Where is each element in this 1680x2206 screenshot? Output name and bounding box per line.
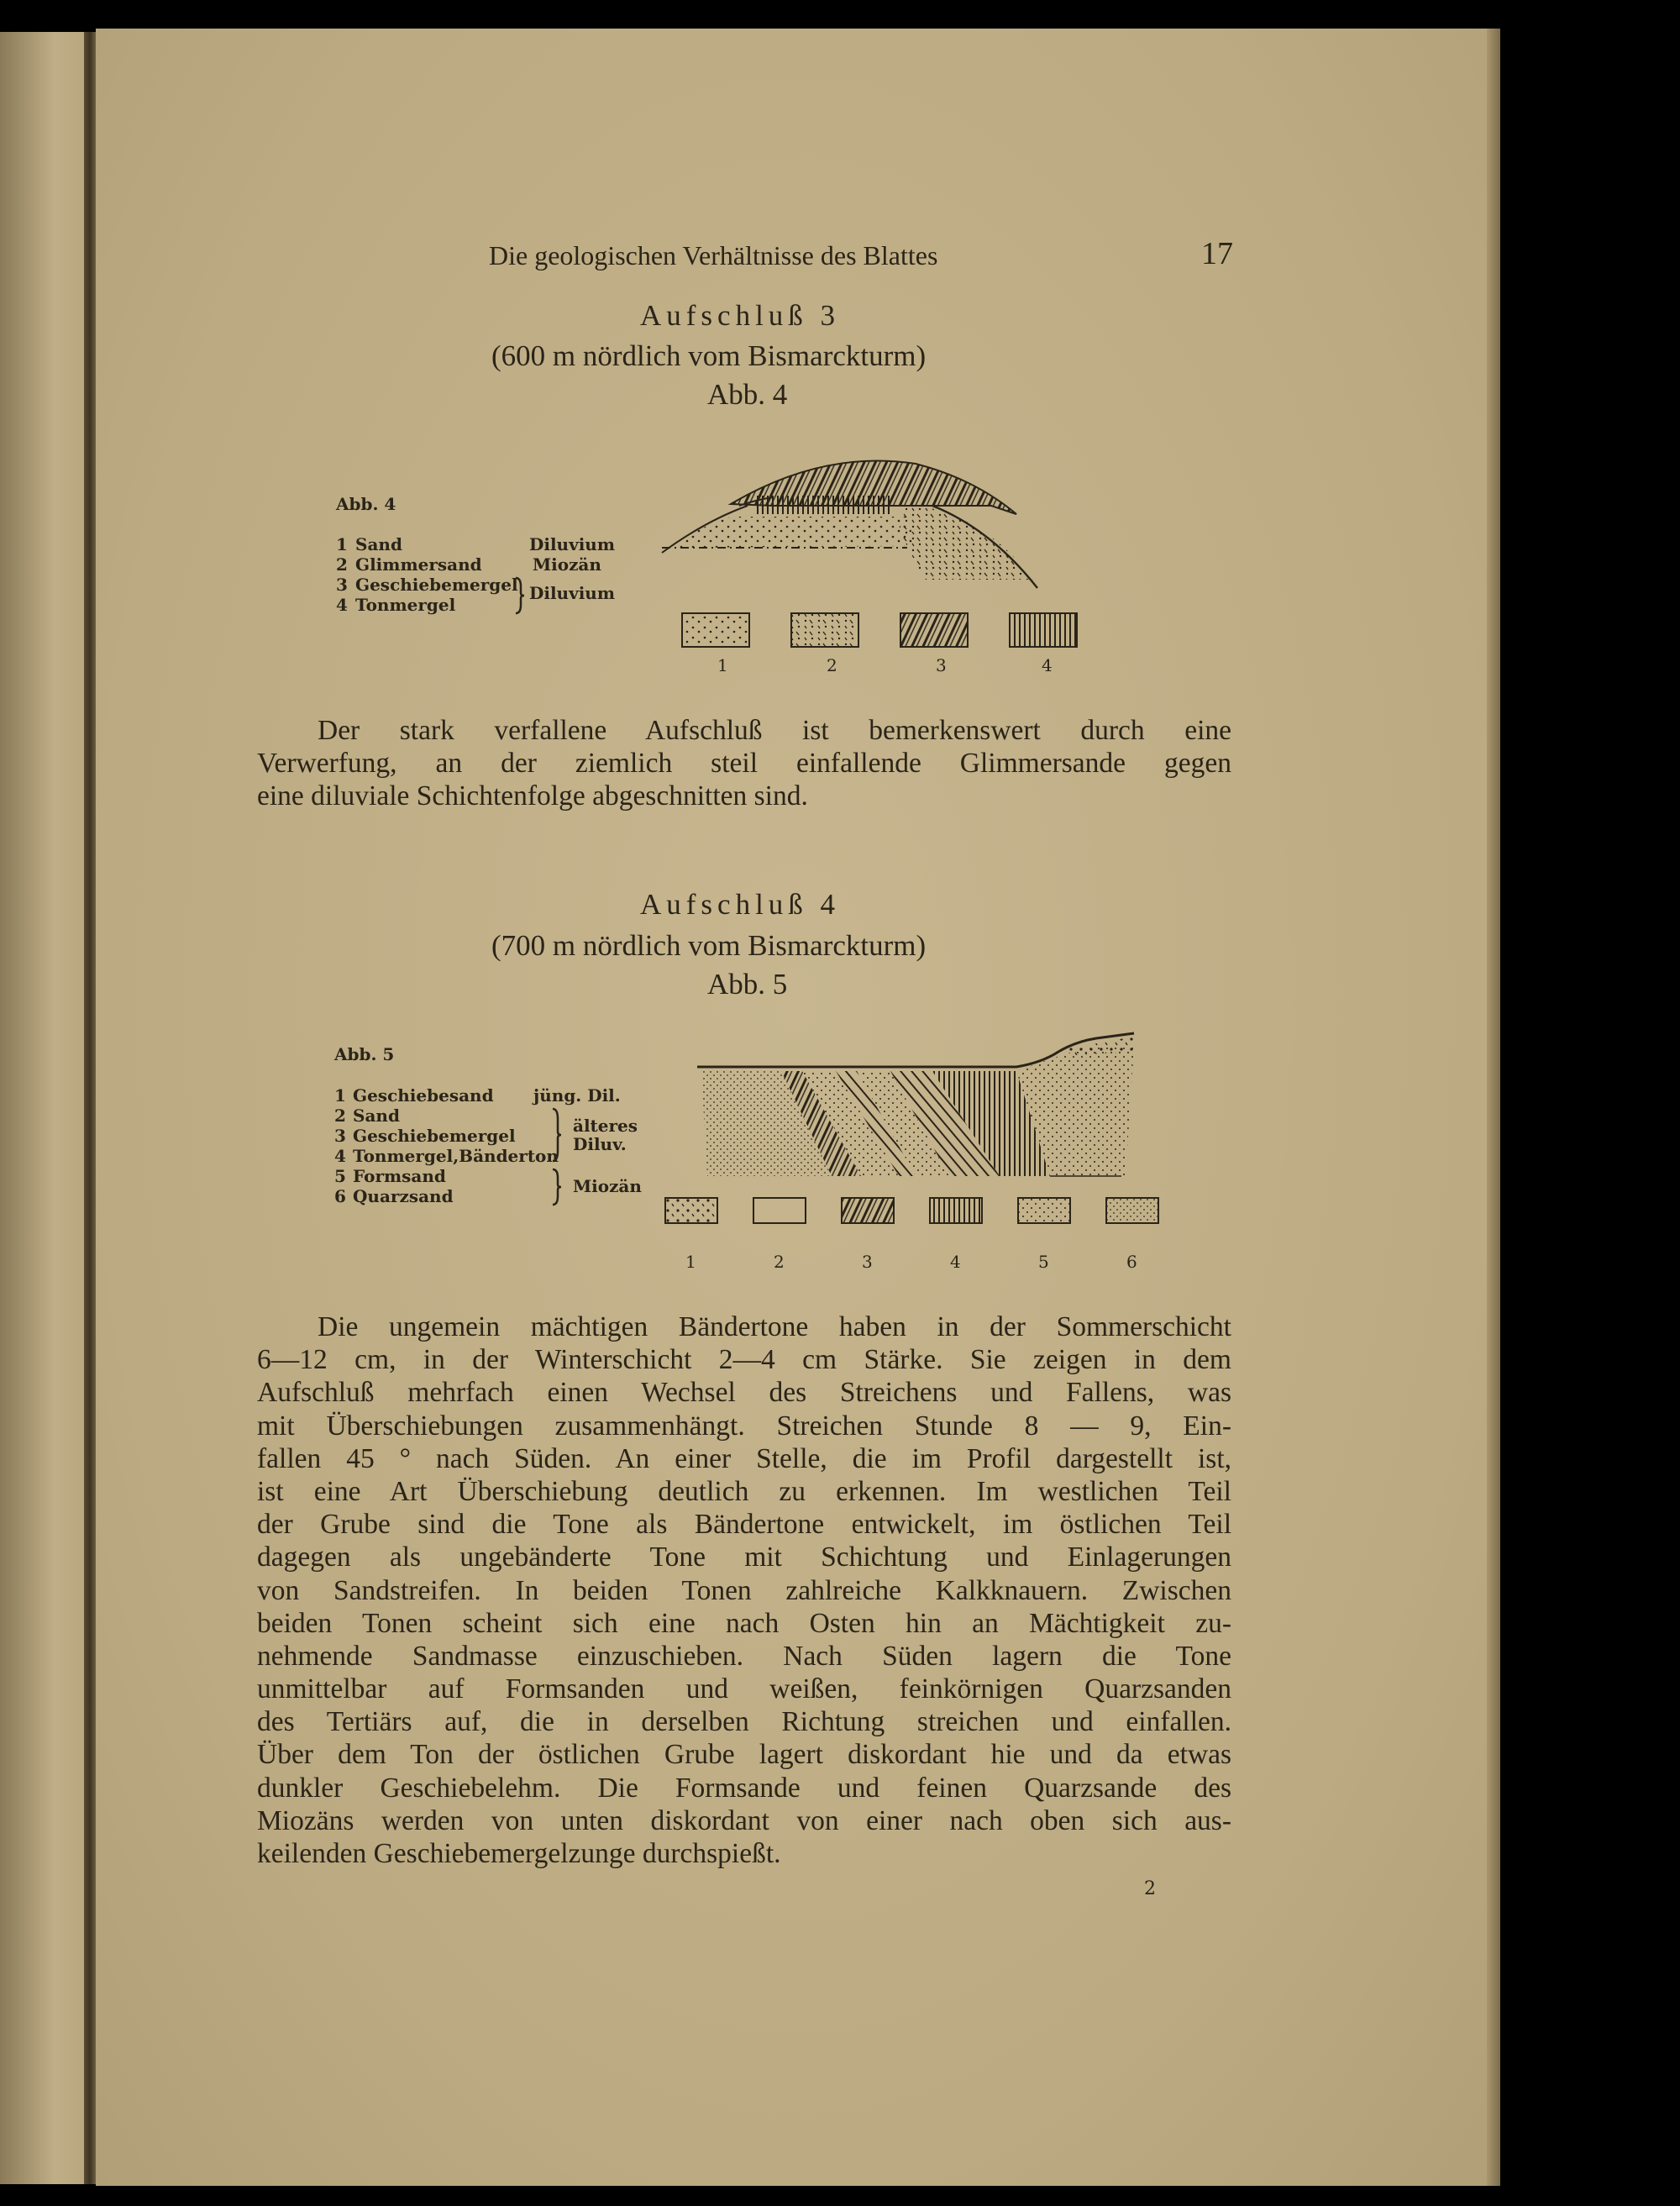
fig5-swatch-label-3: 3: [862, 1252, 873, 1272]
fig5-unit-miocene: Miozän: [573, 1176, 642, 1196]
fig4-swatch-label-1: 1: [717, 655, 728, 675]
fig5-swatch-label-4: 4: [950, 1252, 961, 1272]
para2-line-3: Aufschluß mehrfach einen Wechsel des Streichens und Fallens, was: [257, 1377, 1231, 1409]
fig4-legend-no-2: 2: [336, 554, 348, 575]
fig5-legend-name-1: Geschiebesand: [353, 1085, 494, 1106]
fig5-legend-name-6: Quarzsand: [353, 1186, 454, 1206]
fig5-legend-no-1: 1: [334, 1085, 346, 1106]
signature-mark: 2: [1144, 1878, 1156, 1899]
page-number: 17: [1201, 236, 1233, 271]
fig5-bracket-miocene: [551, 1168, 563, 1206]
fig4-legend-no-3: 3: [336, 575, 348, 595]
book-gutter: [84, 32, 96, 2184]
para2-line-13: des Tertiärs auf, die in derselben Richtung streichen und einfallen.: [257, 1706, 1231, 1738]
fig5-swatch-label-2: 2: [774, 1252, 785, 1272]
para2-line-12: unmittelbar auf Formsanden und weißen, feinkörnigen Quarzsanden: [257, 1673, 1231, 1705]
running-title: Die geologischen Verhältnisse des Blattes: [489, 240, 938, 270]
fig5-caption: Abb. 5: [334, 1044, 395, 1064]
section3-title: Aufschluß 3: [640, 299, 841, 332]
fig5-unit-older-2: Diluv.: [573, 1134, 627, 1154]
para1-line-2: Verwerfung, an der ziemlich steil einfallende Glimmersande gegen: [257, 748, 1231, 780]
fig5-legend-name-5: Formsand: [353, 1166, 446, 1186]
para1-line-1: Der stark verfallene Aufschluß ist bemerkenswert durch eine: [318, 715, 1231, 746]
fig5-bracket-older: [551, 1107, 563, 1163]
fig4-legend-name-4: Tonmergel: [355, 595, 456, 615]
fig5-legend-no-3: 3: [334, 1126, 346, 1146]
fig4-legend-name-2: Glimmersand: [355, 554, 482, 575]
fig4-bracket: [514, 576, 526, 615]
fig4-legend-no-1: 1: [336, 534, 348, 554]
para2-line-5: fallen 45 ° nach Süden. An einer Stelle, die im Profil dargestellt ist,: [257, 1442, 1231, 1474]
fig5-legend-no-4: 4: [334, 1146, 346, 1166]
para2-line-10: beiden Tonen scheint sich eine nach Osten hin an Mächtigkeit zu-: [257, 1607, 1231, 1639]
fig5-unit-older-1: älteres: [573, 1116, 638, 1136]
section4-subtitle: (700 m nördlich vom Bismarckturm): [491, 929, 927, 962]
para2-line-11: nehmende Sandmasse einzuschieben. Nach Süden lagern die Tone: [257, 1640, 1231, 1672]
para2-line-4: mit Überschiebungen zusammenhängt. Streichen Stunde 8 — 9, Ein-: [257, 1410, 1231, 1442]
fig5-legend-no-5: 5: [334, 1166, 346, 1186]
para2-line-6: ist eine Art Überschiebung deutlich zu erkennen. Im westlichen Teil: [257, 1475, 1231, 1507]
fig5-swatch-label-5: 5: [1038, 1252, 1049, 1272]
fig5-swatch-label-1: 1: [685, 1252, 696, 1272]
fig5-legend-name-4: Tonmergel,Bänderton: [353, 1146, 559, 1166]
para2-line-8: dagegen als ungebänderte Tone mit Schichtung und Einlagerungen: [257, 1542, 1231, 1573]
fig4-legend-no-4: 4: [336, 595, 348, 615]
fig4-swatch-label-3: 3: [936, 655, 947, 675]
fig5-swatch-label-6: 6: [1126, 1252, 1137, 1272]
section3-figure-ref: Abb. 4: [707, 378, 788, 411]
fig5-unit-young: jüng. Dil.: [533, 1085, 621, 1106]
fig5-legend-name-3: Geschiebemergel: [353, 1126, 516, 1146]
fig5-legend-no-6: 6: [334, 1186, 346, 1206]
section3-paragraph: [257, 714, 1231, 813]
fig4-bracket-unit: Diluvium: [529, 583, 616, 603]
fig5-legend-name-2: Sand: [353, 1106, 400, 1126]
para2-line-2: 6—12 cm, in der Winterschicht 2—4 cm Stärke. Sie zeigen in dem: [257, 1344, 1231, 1376]
fig4-legend-name-3: Geschiebemergel: [355, 575, 518, 595]
section4-figure-ref: Abb. 5: [707, 968, 788, 1001]
para1-line-3: eine diluviale Schichtenfolge abgeschnitten sind.: [257, 780, 808, 812]
para2-line-7: der Grube sind die Tone als Bändertone entwickelt, im östlichen Teil: [257, 1509, 1231, 1541]
fig5-legend-no-2: 2: [334, 1106, 346, 1126]
para2-line-9: von Sandstreifen. In beiden Tonen zahlreiche Kalkknauern. Zwischen: [257, 1574, 1231, 1606]
para2-line-14: Über dem Ton der östlichen Grube lagert diskordant hie und da etwas: [257, 1739, 1231, 1771]
left-page-edge: [0, 32, 91, 2184]
para2-line-15: dunkler Geschiebelehm. Die Formsande und feinen Quarzsande des: [257, 1772, 1231, 1804]
fig4-swatch-label-2: 2: [827, 655, 837, 675]
right-page-edge: [1487, 29, 1500, 2186]
fig4-caption: Abb. 4: [336, 494, 396, 514]
section4-paragraph: [257, 1310, 1231, 1870]
fig4-profile-drawing: [655, 454, 1126, 605]
fig4-legend-unit-2: Miozän: [533, 554, 601, 575]
para2-line-1: Die ungemein mächtigen Bändertone haben in der Sommerschicht: [318, 1311, 1231, 1342]
para2-line-16: Miozäns werden von unten diskordant von einer nach oben sich aus-: [257, 1804, 1231, 1836]
section4-title: Aufschluß 4: [640, 888, 841, 921]
para2-line-17: keilenden Geschiebemergelzunge durchspießt.: [257, 1838, 781, 1869]
section3-subtitle: (600 m nördlich vom Bismarckturm): [491, 339, 927, 372]
fig4-legend-unit-1: Diluvium: [529, 534, 616, 554]
fig5-profile-drawing: [655, 1016, 1176, 1235]
fig4-swatch-label-4: 4: [1042, 655, 1053, 675]
fig4-legend-name-1: Sand: [355, 534, 402, 554]
